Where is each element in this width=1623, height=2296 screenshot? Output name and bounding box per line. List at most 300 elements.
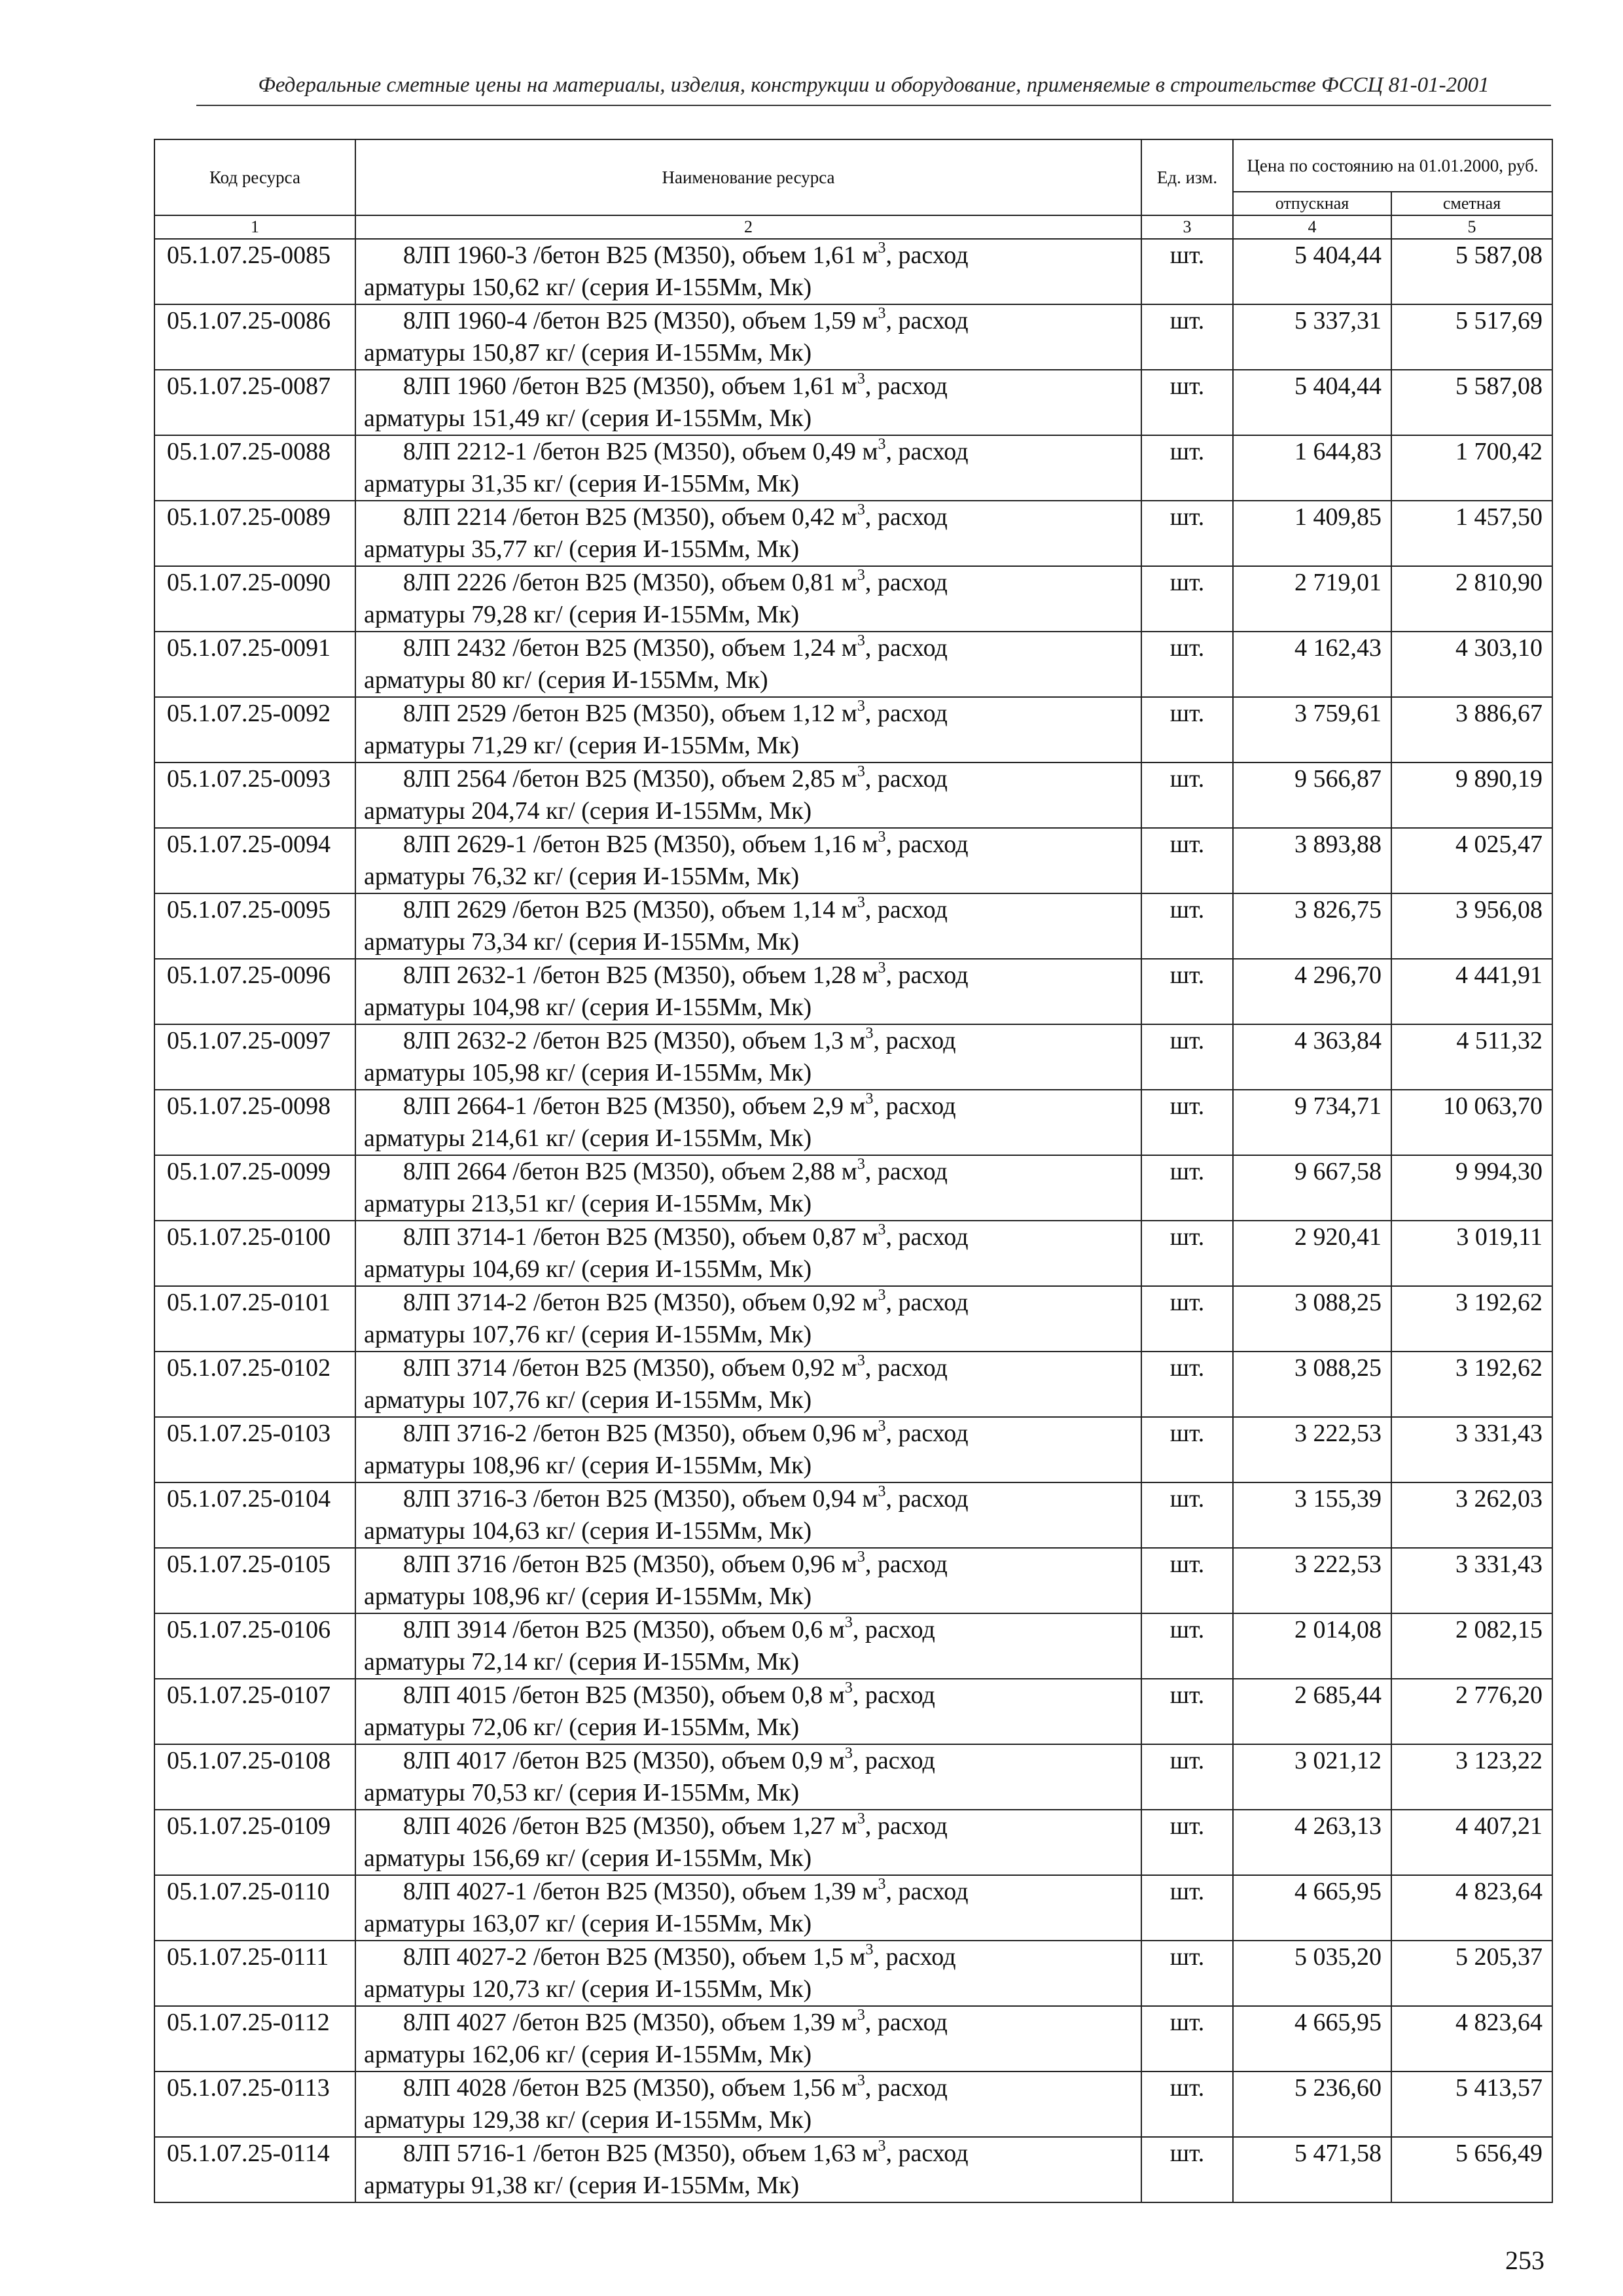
resource-name-line1: 8ЛП 4028 /бетон В25 (М350), объем 1,56 м [403, 2074, 857, 2102]
resource-name [355, 304, 1141, 370]
unit: шт. [1141, 370, 1233, 435]
resource-name-line2: арматуры 204,74 кг/ (серия И-155Мм, Мк) [364, 797, 812, 825]
unit: шт. [1141, 304, 1233, 370]
resource-name-line1: 8ЛП 4027-1 /бетон В25 (М350), объем 1,39 м [403, 1878, 878, 1905]
table-row [154, 1155, 1552, 1221]
unit: шт. [1141, 828, 1233, 893]
table-row [154, 370, 1552, 435]
resource-code: 05.1.07.25-0087 [154, 370, 355, 435]
table-row [154, 1810, 1552, 1875]
resource-name-line1: 8ЛП 4027-2 /бетон В25 (М350), объем 1,5 м [403, 1943, 866, 1971]
estimate-price: 4 025,47 [1391, 828, 1552, 893]
resource-name-suffix: , расход [865, 896, 948, 924]
resource-name-suffix: , расход [865, 700, 948, 727]
release-price: 3 088,25 [1233, 1352, 1391, 1417]
resource-name-suffix: , расход [885, 1223, 969, 1251]
unit: шт. [1141, 435, 1233, 501]
resource-name-line2: арматуры 150,87 кг/ (серия И-155Мм, Мк) [364, 339, 812, 367]
release-price: 2 719,01 [1233, 566, 1391, 632]
resource-name-suffix: , расход [885, 961, 969, 989]
resource-name-suffix: , расход [873, 1943, 956, 1971]
unit: шт. [1141, 1024, 1233, 1090]
resource-name [355, 501, 1141, 566]
estimate-price: 3 956,08 [1391, 893, 1552, 959]
resource-code: 05.1.07.25-0086 [154, 304, 355, 370]
resource-name [355, 435, 1141, 501]
resource-name-line1: 8ЛП 4026 /бетон В25 (М350), объем 1,27 м [403, 1812, 857, 1840]
superscript: 3 [878, 1876, 886, 1893]
column-header-price-group: Цена по состоянию на 01.01.2000, руб. [1233, 139, 1552, 192]
resource-code: 05.1.07.25-0110 [154, 1875, 355, 1941]
resource-name-line1: 8ЛП 3714 /бетон В25 (М350), объем 0,92 м [403, 1354, 857, 1382]
resource-name [355, 1679, 1141, 1744]
resource-name [355, 2006, 1141, 2072]
table-row [154, 239, 1552, 304]
resource-name-suffix: , расход [885, 1878, 969, 1905]
estimate-price: 2 810,90 [1391, 566, 1552, 632]
estimate-price: 10 063,70 [1391, 1090, 1552, 1155]
unit: шт. [1141, 2072, 1233, 2137]
resource-name-suffix: , расход [852, 1681, 935, 1709]
superscript: 3 [878, 829, 886, 846]
resource-code: 05.1.07.25-0085 [154, 239, 355, 304]
resource-name-suffix: , расход [873, 1092, 956, 1120]
resource-name-suffix: , расход [865, 1158, 948, 1185]
estimate-price: 4 303,10 [1391, 632, 1552, 697]
table-row [154, 1613, 1552, 1679]
unit: шт. [1141, 697, 1233, 762]
table-row [154, 1548, 1552, 1613]
resource-name-line2: арматуры 163,07 кг/ (серия И-155Мм, Мк) [364, 1910, 812, 1937]
resource-name-line2: арматуры 162,06 кг/ (серия И-155Мм, Мк) [364, 2041, 812, 2068]
table-row [154, 893, 1552, 959]
resource-name-line1: 8ЛП 2212-1 /бетон В25 (М350), объем 0,49 м [403, 438, 878, 465]
resource-name [355, 1482, 1141, 1548]
resource-name [355, 1221, 1141, 1286]
resource-name [355, 828, 1141, 893]
unit: шт. [1141, 1613, 1233, 1679]
superscript: 3 [865, 1941, 874, 1959]
resource-name-line1: 8ЛП 4017 /бетон В25 (М350), объем 0,9 м [403, 1747, 845, 1774]
resource-name [355, 239, 1141, 304]
resource-name-suffix: , расход [885, 242, 969, 269]
resource-name-line2: арматуры 80 кг/ (серия И-155Мм, Мк) [364, 666, 768, 694]
resource-code: 05.1.07.25-0106 [154, 1613, 355, 1679]
resource-code: 05.1.07.25-0095 [154, 893, 355, 959]
unit: шт. [1141, 1221, 1233, 1286]
release-price: 4 263,13 [1233, 1810, 1391, 1875]
superscript: 3 [865, 1025, 874, 1043]
resource-name-line2: арматуры 105,98 кг/ (серия И-155Мм, Мк) [364, 1059, 812, 1086]
resource-code: 05.1.07.25-0105 [154, 1548, 355, 1613]
estimate-price: 4 441,91 [1391, 959, 1552, 1024]
superscript: 3 [878, 1418, 886, 1435]
estimate-price: 3 262,03 [1391, 1482, 1552, 1548]
table-row [154, 1090, 1552, 1155]
resource-code: 05.1.07.25-0108 [154, 1744, 355, 1810]
resource-name-line1: 8ЛП 5716-1 /бетон В25 (М350), объем 1,63 м [403, 2140, 878, 2167]
resource-name-suffix: , расход [865, 1354, 948, 1382]
resource-code: 05.1.07.25-0099 [154, 1155, 355, 1221]
release-price: 3 155,39 [1233, 1482, 1391, 1548]
estimate-price: 4 511,32 [1391, 1024, 1552, 1090]
resource-name-line2: арматуры 79,28 кг/ (серия И-155Мм, Мк) [364, 601, 800, 628]
resource-code: 05.1.07.25-0111 [154, 1941, 355, 2006]
resource-name [355, 1417, 1141, 1482]
unit: шт. [1141, 1352, 1233, 1417]
superscript: 3 [857, 698, 865, 715]
estimate-price: 3 192,62 [1391, 1352, 1552, 1417]
resource-code: 05.1.07.25-0090 [154, 566, 355, 632]
resource-name-line2: арматуры 73,34 кг/ (серия И-155Мм, Мк) [364, 928, 800, 956]
resource-name-line2: арматуры 107,76 кг/ (серия И-155Мм, Мк) [364, 1386, 812, 1414]
column-header-unit: Ед. изм. [1141, 139, 1233, 215]
release-price: 2 685,44 [1233, 1679, 1391, 1744]
superscript: 3 [878, 2138, 886, 2155]
superscript: 3 [844, 1745, 853, 1763]
resource-code: 05.1.07.25-0113 [154, 2072, 355, 2137]
resource-name [355, 762, 1141, 828]
release-price: 5 035,20 [1233, 1941, 1391, 2006]
table-row [154, 2006, 1552, 2072]
unit: шт. [1141, 1875, 1233, 1941]
release-price: 4 363,84 [1233, 1024, 1391, 1090]
resource-name-line1: 8ЛП 2226 /бетон В25 (М350), объем 0,81 м [403, 569, 857, 596]
resource-name-line1: 8ЛП 2529 /бетон В25 (М350), объем 1,12 м [403, 700, 857, 727]
resource-code: 05.1.07.25-0094 [154, 828, 355, 893]
column-number: 2 [355, 215, 1141, 239]
unit: шт. [1141, 1679, 1233, 1744]
estimate-price: 3 192,62 [1391, 1286, 1552, 1352]
resource-name-line2: арматуры 70,53 кг/ (серия И-155Мм, Мк) [364, 1779, 800, 1806]
table-row [154, 762, 1552, 828]
unit: шт. [1141, 1548, 1233, 1613]
release-price: 9 734,71 [1233, 1090, 1391, 1155]
resource-name [355, 1024, 1141, 1090]
resource-name-suffix: , расход [873, 1027, 956, 1054]
resource-name [355, 959, 1141, 1024]
release-price: 9 566,87 [1233, 762, 1391, 828]
column-number: 1 [154, 215, 355, 239]
superscript: 3 [878, 436, 886, 454]
estimate-price: 4 407,21 [1391, 1810, 1552, 1875]
resource-code: 05.1.07.25-0107 [154, 1679, 355, 1744]
resource-name [355, 1155, 1141, 1221]
resource-code: 05.1.07.25-0089 [154, 501, 355, 566]
resource-name-suffix: , расход [852, 1616, 935, 1643]
unit: шт. [1141, 1482, 1233, 1548]
release-price: 9 667,58 [1233, 1155, 1391, 1221]
estimate-price: 3 886,67 [1391, 697, 1552, 762]
resource-name [355, 1744, 1141, 1810]
release-price: 5 471,58 [1233, 2137, 1391, 2202]
unit: шт. [1141, 501, 1233, 566]
resource-name-suffix: , расход [865, 569, 948, 596]
resource-name-suffix: , расход [885, 1289, 969, 1316]
resource-name-line1: 8ЛП 1960-3 /бетон В25 (М350), объем 1,61 м [403, 242, 878, 269]
release-price: 4 665,95 [1233, 2006, 1391, 2072]
release-price: 1 644,83 [1233, 435, 1391, 501]
page-number: 253 [1505, 2246, 1544, 2275]
estimate-price: 9 890,19 [1391, 762, 1552, 828]
resource-code: 05.1.07.25-0114 [154, 2137, 355, 2202]
table-row [154, 1744, 1552, 1810]
resource-code: 05.1.07.25-0103 [154, 1417, 355, 1482]
superscript: 3 [857, 501, 865, 519]
column-number: 4 [1233, 215, 1391, 239]
resource-name-suffix: , расход [865, 372, 948, 400]
table-row [154, 304, 1552, 370]
resource-name-line2: арматуры 214,61 кг/ (серия И-155Мм, Мк) [364, 1124, 812, 1152]
resource-code: 05.1.07.25-0088 [154, 435, 355, 501]
estimate-price: 5 587,08 [1391, 370, 1552, 435]
unit: шт. [1141, 1090, 1233, 1155]
resource-name-line1: 8ЛП 2432 /бетон В25 (М350), объем 1,24 м [403, 634, 857, 662]
resource-name-suffix: , расход [885, 1420, 969, 1447]
release-price: 3 826,75 [1233, 893, 1391, 959]
table-row [154, 828, 1552, 893]
resource-name-line2: арматуры 104,63 кг/ (серия И-155Мм, Мк) [364, 1517, 812, 1545]
column-number: 5 [1391, 215, 1552, 239]
resource-name [355, 2072, 1141, 2137]
release-price: 2 014,08 [1233, 1613, 1391, 1679]
table-row [154, 2072, 1552, 2137]
resource-name [355, 2137, 1141, 2202]
release-price: 5 236,60 [1233, 2072, 1391, 2137]
resource-name-line1: 8ЛП 3714-2 /бетон В25 (М350), объем 0,92 м [403, 1289, 878, 1316]
resource-code: 05.1.07.25-0098 [154, 1090, 355, 1155]
resource-name-suffix: , расход [865, 503, 948, 531]
table-row [154, 1417, 1552, 1482]
unit: шт. [1141, 632, 1233, 697]
resource-name-suffix: , расход [885, 2140, 969, 2167]
resource-code: 05.1.07.25-0112 [154, 2006, 355, 2072]
resource-name-line1: 8ЛП 2564 /бетон В25 (М350), объем 2,85 м [403, 765, 857, 793]
unit: шт. [1141, 1810, 1233, 1875]
unit: шт. [1141, 1155, 1233, 1221]
superscript: 3 [878, 1287, 886, 1304]
table-row [154, 1875, 1552, 1941]
table-row [154, 1024, 1552, 1090]
resource-name-line1: 8ЛП 2629-1 /бетон В25 (М350), объем 1,16 м [403, 831, 878, 858]
superscript: 3 [857, 567, 865, 584]
estimate-price: 4 823,64 [1391, 2006, 1552, 2072]
resource-name-line2: арматуры 104,69 кг/ (серия И-155Мм, Мк) [364, 1255, 812, 1283]
resource-name [355, 1352, 1141, 1417]
superscript: 3 [857, 632, 865, 650]
estimate-price: 2 082,15 [1391, 1613, 1552, 1679]
resource-name [355, 1810, 1141, 1875]
unit: шт. [1141, 2137, 1233, 2202]
resource-code: 05.1.07.25-0104 [154, 1482, 355, 1548]
resource-name-suffix: , расход [852, 1747, 935, 1774]
resource-name [355, 370, 1141, 435]
release-price: 5 337,31 [1233, 304, 1391, 370]
release-price: 3 222,53 [1233, 1548, 1391, 1613]
release-price: 4 296,70 [1233, 959, 1391, 1024]
table-row [154, 1352, 1552, 1417]
resource-name-line2: арматуры 156,69 кг/ (серия И-155Мм, Мк) [364, 1844, 812, 1872]
estimate-price: 5 517,69 [1391, 304, 1552, 370]
resource-name-line2: арматуры 72,06 кг/ (серия И-155Мм, Мк) [364, 1713, 800, 1741]
release-price: 2 920,41 [1233, 1221, 1391, 1286]
resource-code: 05.1.07.25-0101 [154, 1286, 355, 1352]
unit: шт. [1141, 959, 1233, 1024]
release-price: 3 021,12 [1233, 1744, 1391, 1810]
table-row [154, 501, 1552, 566]
resource-code: 05.1.07.25-0096 [154, 959, 355, 1024]
resource-name [355, 1286, 1141, 1352]
release-price: 5 404,44 [1233, 370, 1391, 435]
resource-code: 05.1.07.25-0097 [154, 1024, 355, 1090]
resource-name-line1: 8ЛП 2632-1 /бетон В25 (М350), объем 1,28 м [403, 961, 878, 989]
table-row [154, 1221, 1552, 1286]
estimate-price: 5 205,37 [1391, 1941, 1552, 2006]
estimate-price: 9 994,30 [1391, 1155, 1552, 1221]
table-row [154, 1482, 1552, 1548]
unit: шт. [1141, 1941, 1233, 2006]
superscript: 3 [857, 1156, 865, 1174]
superscript: 3 [844, 1614, 853, 1632]
resource-name-suffix: , расход [885, 307, 969, 334]
resource-name [355, 1875, 1141, 1941]
resource-name-line1: 8ЛП 1960 /бетон В25 (М350), объем 1,61 м [403, 372, 857, 400]
resource-name-line2: арматуры 120,73 кг/ (серия И-155Мм, Мк) [364, 1975, 812, 2003]
resource-name-line1: 8ЛП 2664-1 /бетон В25 (М350), объем 2,9 м [403, 1092, 866, 1120]
release-price: 3 222,53 [1233, 1417, 1391, 1482]
superscript: 3 [857, 2007, 865, 2024]
table-row [154, 566, 1552, 632]
estimate-price: 1 457,50 [1391, 501, 1552, 566]
table-row [154, 1941, 1552, 2006]
superscript: 3 [865, 1090, 874, 1108]
resource-name-line2: арматуры 151,49 кг/ (серия И-155Мм, Мк) [364, 404, 812, 432]
release-price: 3 893,88 [1233, 828, 1391, 893]
resource-name [355, 1090, 1141, 1155]
superscript: 3 [878, 305, 886, 323]
resource-name-line2: арматуры 150,62 кг/ (серия И-155Мм, Мк) [364, 274, 812, 301]
superscript: 3 [857, 1352, 865, 1370]
resource-name-line1: 8ЛП 2629 /бетон В25 (М350), объем 1,14 м [403, 896, 857, 924]
resource-name-line2: арматуры 213,51 кг/ (серия И-155Мм, Мк) [364, 1190, 812, 1217]
release-price: 3 088,25 [1233, 1286, 1391, 1352]
superscript: 3 [844, 1679, 853, 1697]
superscript: 3 [857, 1810, 865, 1828]
column-header-release: отпускная [1233, 192, 1391, 215]
superscript: 3 [857, 1549, 865, 1566]
resource-name-suffix: , расход [865, 1812, 948, 1840]
table-row [154, 697, 1552, 762]
unit: шт. [1141, 893, 1233, 959]
release-price: 4 162,43 [1233, 632, 1391, 697]
resource-name-line2: арматуры 107,76 кг/ (серия И-155Мм, Мк) [364, 1321, 812, 1348]
release-price: 3 759,61 [1233, 697, 1391, 762]
resource-name [355, 893, 1141, 959]
unit: шт. [1141, 1744, 1233, 1810]
header-rule [196, 105, 1551, 106]
estimate-price: 3 331,43 [1391, 1548, 1552, 1613]
resource-code: 05.1.07.25-0093 [154, 762, 355, 828]
superscript: 3 [857, 763, 865, 781]
superscript: 3 [857, 894, 865, 912]
column-header-code: Код ресурса [154, 139, 355, 215]
running-header: Федеральные сметные цены на материалы, изделия, конструкции и оборудование, применяемые в строительстве ФССЦ 81-01-2001 [258, 73, 1489, 97]
resource-name-line1: 8ЛП 3914 /бетон В25 (М350), объем 0,6 м [403, 1616, 845, 1643]
resource-code: 05.1.07.25-0100 [154, 1221, 355, 1286]
resource-name-suffix: , расход [865, 2074, 948, 2102]
resource-name-line1: 8ЛП 2214 /бетон В25 (М350), объем 0,42 м [403, 503, 857, 531]
resource-name-line2: арматуры 31,35 кг/ (серия И-155Мм, Мк) [364, 470, 800, 497]
resource-name-line1: 8ЛП 3716 /бетон В25 (М350), объем 0,96 м [403, 1551, 857, 1578]
estimate-price: 3 123,22 [1391, 1744, 1552, 1810]
superscript: 3 [878, 960, 886, 977]
estimate-price: 5 587,08 [1391, 239, 1552, 304]
superscript: 3 [878, 1483, 886, 1501]
resource-name-line2: арматуры 108,96 кг/ (серия И-155Мм, Мк) [364, 1452, 812, 1479]
resource-name [355, 566, 1141, 632]
column-header-estimate: сметная [1391, 192, 1552, 215]
resource-code: 05.1.07.25-0102 [154, 1352, 355, 1417]
estimate-price: 3 019,11 [1391, 1221, 1552, 1286]
resource-name-suffix: , расход [865, 2009, 948, 2036]
column-number: 3 [1141, 215, 1233, 239]
table-row [154, 959, 1552, 1024]
resource-name-line2: арматуры 35,77 кг/ (серия И-155Мм, Мк) [364, 535, 800, 563]
unit: шт. [1141, 566, 1233, 632]
superscript: 3 [878, 240, 886, 257]
release-price: 1 409,85 [1233, 501, 1391, 566]
resource-name [355, 1613, 1141, 1679]
estimate-price: 3 331,43 [1391, 1417, 1552, 1482]
resource-name-line2: арматуры 72,14 кг/ (серия И-155Мм, Мк) [364, 1648, 800, 1676]
resource-name-line2: арматуры 71,29 кг/ (серия И-155Мм, Мк) [364, 732, 800, 759]
resource-name [355, 697, 1141, 762]
resource-name-line1: 8ЛП 4015 /бетон В25 (М350), объем 0,8 м [403, 1681, 845, 1709]
resource-name-suffix: , расход [865, 634, 948, 662]
resource-name-suffix: , расход [885, 1485, 969, 1513]
resource-name-line1: 8ЛП 4027 /бетон В25 (М350), объем 1,39 м [403, 2009, 857, 2036]
resource-name-line1: 8ЛП 1960-4 /бетон В25 (М350), объем 1,59 м [403, 307, 878, 334]
resource-name-line1: 8ЛП 2632-2 /бетон В25 (М350), объем 1,3 м [403, 1027, 866, 1054]
resource-name-suffix: , расход [865, 765, 948, 793]
resource-name-line2: арматуры 129,38 кг/ (серия И-155Мм, Мк) [364, 2106, 812, 2134]
resource-code: 05.1.07.25-0109 [154, 1810, 355, 1875]
column-header-name: Наименование ресурса [355, 139, 1141, 215]
superscript: 3 [857, 370, 865, 388]
release-price: 5 404,44 [1233, 239, 1391, 304]
resource-name-line1: 8ЛП 3716-3 /бетон В25 (М350), объем 0,94 м [403, 1485, 878, 1513]
superscript: 3 [878, 1221, 886, 1239]
resource-name [355, 1941, 1141, 2006]
unit: шт. [1141, 239, 1233, 304]
table-row [154, 1679, 1552, 1744]
table-body [154, 239, 1552, 2202]
resource-code: 05.1.07.25-0091 [154, 632, 355, 697]
resource-code: 05.1.07.25-0092 [154, 697, 355, 762]
estimate-price: 5 413,57 [1391, 2072, 1552, 2137]
resource-name-suffix: , расход [865, 1551, 948, 1578]
table-row [154, 2137, 1552, 2202]
table-row [154, 1286, 1552, 1352]
resource-name [355, 632, 1141, 697]
resource-name-suffix: , расход [885, 831, 969, 858]
estimate-price: 1 700,42 [1391, 435, 1552, 501]
unit: шт. [1141, 1286, 1233, 1352]
unit: шт. [1141, 2006, 1233, 2072]
resource-name-line1: 8ЛП 3714-1 /бетон В25 (М350), объем 0,87 м [403, 1223, 878, 1251]
table-row [154, 632, 1552, 697]
resource-name-line2: арматуры 104,98 кг/ (серия И-155Мм, Мк) [364, 994, 812, 1021]
